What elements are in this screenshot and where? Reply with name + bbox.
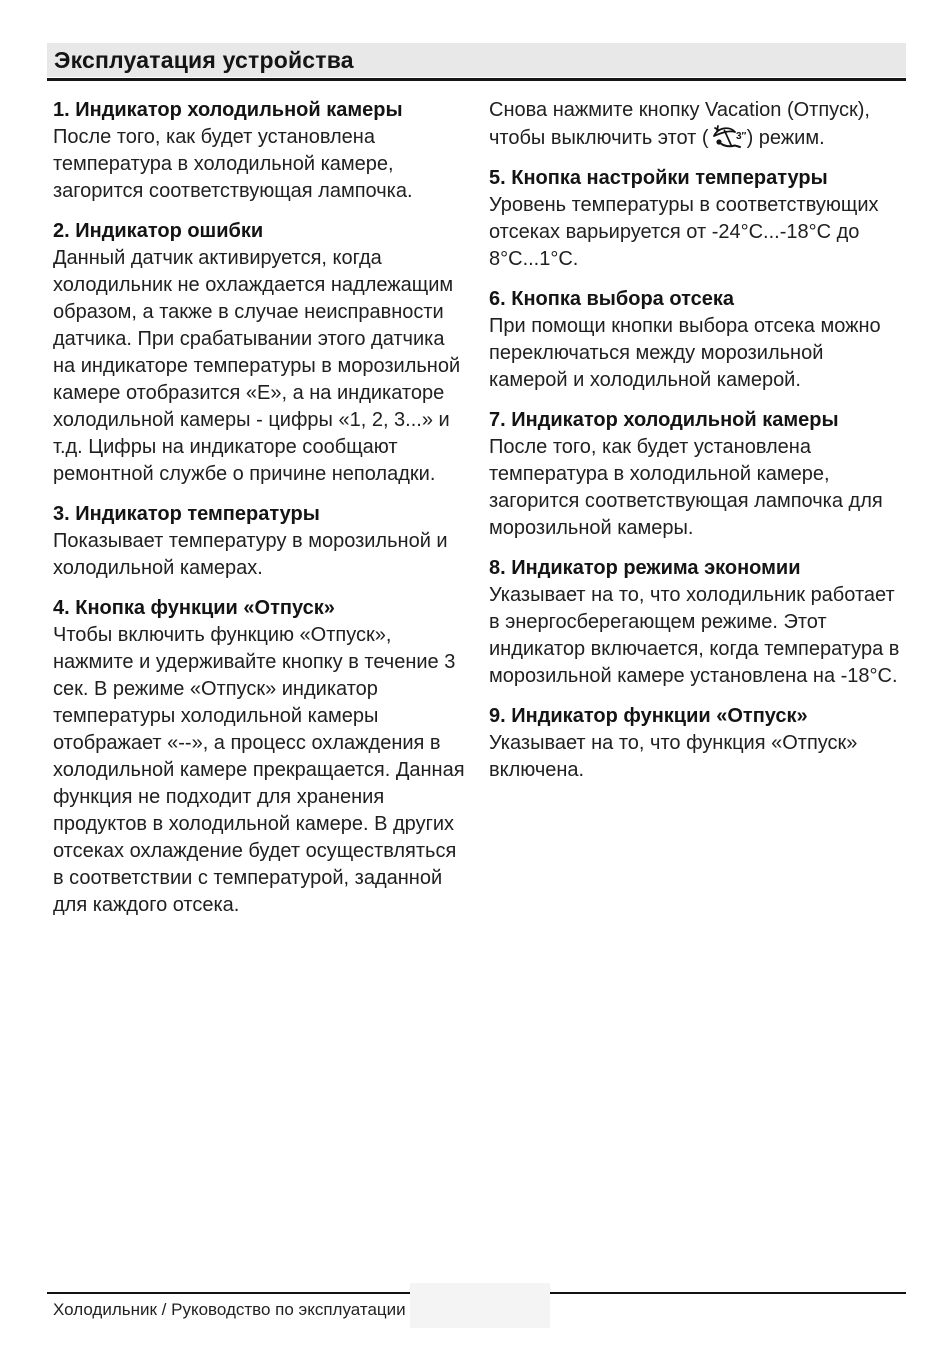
footer-text: Холодильник / Руководство по эксплуатации bbox=[53, 1300, 406, 1319]
section-body: Указывает на то, что функция «Отпуск» включена. bbox=[489, 732, 858, 781]
manual-section bbox=[489, 555, 906, 690]
left-column bbox=[53, 97, 466, 932]
manual-section bbox=[489, 165, 906, 273]
section-heading: 7. Индикатор холодильной камеры bbox=[489, 409, 839, 431]
section-heading: 3. Индикатор температуры bbox=[53, 503, 320, 525]
section-heading: 4. Кнопка функции «Отпуск» bbox=[53, 597, 335, 619]
manual-section bbox=[53, 501, 466, 582]
right-column bbox=[489, 97, 906, 932]
section-body: Указывает на то, что холодильник работает в энергосберегающем режиме. Этот индикатор включается, когда температура в морозильной камере установлена на -18°C. bbox=[489, 584, 900, 687]
section-body: После того, как будет установлена температура в холодильной камере, загорится соответствующая лампочка для морозильной камеры. bbox=[489, 436, 883, 539]
section-body: Показывает температуру в морозильной и холодильной камерах. bbox=[53, 530, 448, 579]
header-rule bbox=[47, 78, 906, 81]
manual-section bbox=[53, 595, 466, 919]
section-heading: 5. Кнопка настройки температуры bbox=[489, 167, 828, 189]
manual-section bbox=[53, 97, 466, 205]
manual-section bbox=[489, 97, 906, 152]
svg-text:3″: 3″ bbox=[735, 131, 746, 142]
section-body: Уровень температуры в соответствующих отсеках варьируется от -24°C...-18°C до 8°C...1°C. bbox=[489, 194, 879, 270]
section-heading: 1. Индикатор холодильной камеры bbox=[53, 99, 403, 121]
vacation-icon bbox=[710, 124, 746, 151]
section-body: Чтобы включить функцию «Отпуск», нажмите и удерживайте кнопку в течение 3 сек. В режиме «Отпуск» индикатор температуры холодильной камеры отображает «--», а процесс охлаждения в холодильной камере прекращается. Данная функция не подходит для хранения продуктов в холодильной камере. В других отсеках охлаждение будет осуществляться в соответствии с температурой, заданной для каждого отсека. bbox=[53, 624, 465, 916]
section-heading: 9. Индикатор функции «Отпуск» bbox=[489, 705, 808, 727]
section-body: Данный датчик активируется, когда холодильник не охлаждается надлежащим образом, а также в случае неисправности датчика. При срабатывании этого датчика на индикаторе температуры в морозильной камере отобразится «Е», а на индикаторе холодильной камеры - цифры «1, 2, 3...» и т.д. Цифры на индикаторе сообщают ремонтной службе о причине неполадки. bbox=[53, 247, 461, 485]
body-text-after-icon: ) режим. bbox=[746, 127, 825, 149]
body-text-before-icon: Снова нажмите кнопку Vacation (Отпуск), чтобы выключить этот ( bbox=[489, 99, 870, 149]
manual-section bbox=[489, 286, 906, 394]
page-title: Эксплуатация устройства bbox=[54, 47, 354, 73]
section-heading: 2. Индикатор ошибки bbox=[53, 220, 264, 242]
manual-section bbox=[489, 703, 906, 784]
section-body: При помощи кнопки выбора отсека можно переключаться между морозильной камерой и холодильной камерой. bbox=[489, 315, 881, 391]
section-heading: 6. Кнопка выбора отсека bbox=[489, 288, 734, 310]
page-title-bar bbox=[47, 43, 906, 77]
footer-page-box bbox=[410, 1283, 550, 1328]
manual-section bbox=[489, 407, 906, 542]
section-body bbox=[489, 97, 906, 152]
manual-section bbox=[53, 218, 466, 488]
page-content bbox=[53, 97, 906, 932]
section-heading: 8. Индикатор режима экономии bbox=[489, 557, 801, 579]
section-body: После того, как будет установлена температура в холодильной камере, загорится соответствующая лампочка. bbox=[53, 126, 413, 202]
